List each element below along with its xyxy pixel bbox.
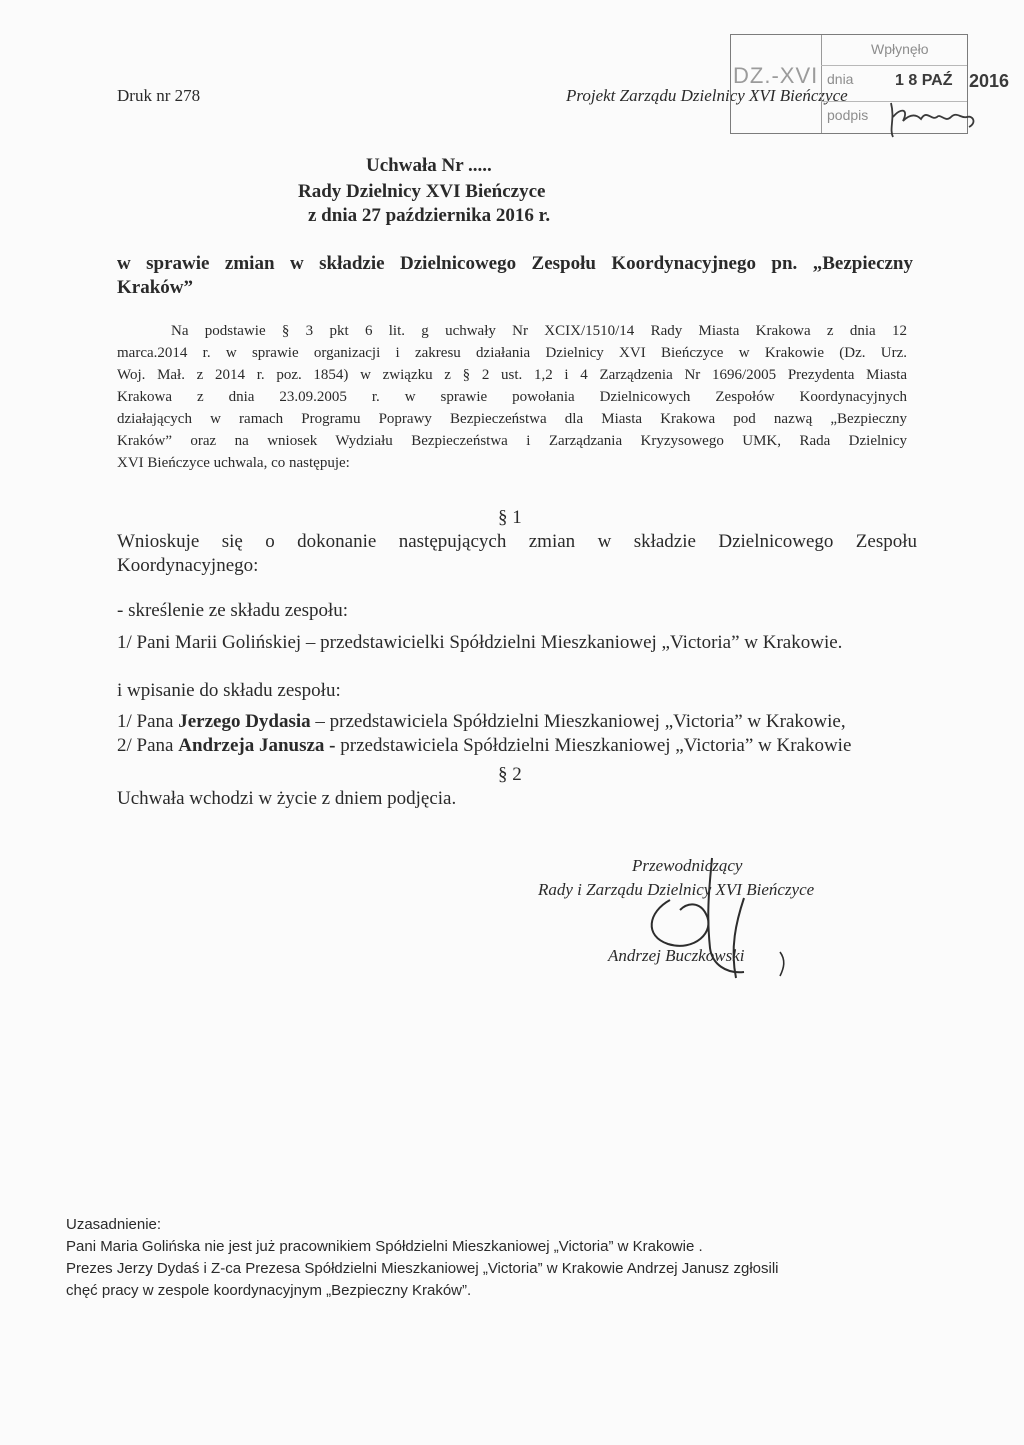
signature-name: Andrzej Buczkowski	[608, 946, 745, 965]
justification-line: Prezes Jerzy Dydaś i Z-ca Prezesa Spółdzielni Mieszkaniowej „Victoria” w Krakowie Andrzej Janusz zgłosili	[66, 1260, 779, 1277]
legal-basis	[117, 320, 907, 474]
section-2-text: Uchwała wchodzi w życie z dniem podjęcia.	[117, 788, 457, 809]
stamp-signature-icon	[881, 97, 981, 141]
project-label: Projekt Zarządu Dzielnicy XVI Bieńczyce	[566, 86, 848, 105]
stamp-sign-label: podpis	[827, 107, 869, 123]
resolution-subject	[117, 252, 913, 300]
subject-line: w sprawie zmian w składzie Dzielnicowego Zespołu Koordynacyjnego pn. „Bezpieczny	[117, 253, 913, 274]
stamp-office: DZ.-XVI	[733, 63, 819, 88]
addition-item	[117, 735, 851, 757]
addition-dash: -	[324, 735, 336, 756]
stamp-received-label: Wpłynęło	[871, 41, 929, 57]
stamp-rule	[821, 65, 967, 66]
resolution-date: z dnia 27 października 2016 r.	[308, 205, 551, 226]
stamp-date-label: dnia	[827, 71, 854, 87]
stamp-date: 1 8 PAŹ	[895, 72, 953, 89]
print-number: Druk nr 278	[117, 86, 201, 105]
subject-line: Kraków”	[117, 277, 193, 298]
justification	[66, 1214, 946, 1302]
addition-rest: – przedstawiciela Spółdzielni Mieszkaniowej „Victoria” w Krakowie,	[310, 711, 846, 732]
legal-basis-line: Na podstawie § 3 pkt 6 lit. g uchwały Nr XCIX/1510/14 Rady Miasta Krakowa z dnia 12	[171, 323, 907, 339]
addition-first-name: Andrzeja	[178, 735, 255, 756]
legal-basis-line: Woj. Mał. z 2014 r. poz. 1854) w związku z § 2 ust. 1,2 i 4 Zarządzenia Nr 1696/2005 Prezydenta Miasta	[117, 367, 907, 383]
signature-body: Rady i Zarządu Dzielnicy XVI Bieńczyce	[538, 880, 815, 899]
intro-line: Wnioskuje się o dokonanie następujących zmian w składzie Dzielnicowego Zespołu	[117, 531, 917, 552]
justification-heading: Uzasadnienie:	[66, 1216, 162, 1233]
addition-first-name: Jerzego	[178, 711, 241, 732]
addition-prefix: 2/ Pana	[117, 735, 179, 756]
justification-line: chęć pracy w zespole koordynacyjnym „Bezpieczny Kraków”.	[66, 1282, 472, 1299]
signature-role: Przewodniczący	[632, 856, 743, 875]
handwritten-signature-icon	[640, 852, 800, 984]
legal-basis-line: marca.2014 r. w sprawie organizacji i zakresu działania Dzielnicy XVI Bieńczyce w Krakowie (Dz. Urz.	[117, 345, 907, 361]
received-stamp	[730, 34, 1010, 134]
intro-line: Koordynacyjnego:	[117, 555, 259, 576]
addition-item	[117, 711, 846, 733]
section-1-mark: § 1	[498, 507, 522, 528]
legal-basis-line: XVI Bieńczyce uchwala, co następuje:	[117, 455, 350, 471]
legal-basis-line: Kraków” oraz na wniosek Wydziału Bezpieczeństwa i Zarządzania Kryzysowego UMK, Rada Dzielnicy	[117, 433, 907, 449]
stamp-divider	[821, 35, 822, 133]
addition-rest: przedstawiciela Spółdzielni Mieszkaniowej „Victoria” w Krakowie	[335, 735, 852, 756]
section-2-mark: § 2	[498, 764, 522, 785]
removal-item: 1/ Pani Marii Golińskiej – przedstawicielki Spółdzielni Mieszkaniowej „Victoria” w Krakowie.	[117, 632, 843, 653]
addition-heading: i wpisanie do składu zespołu:	[117, 680, 341, 701]
council-name: Rady Dzielnicy XVI Bieńczyce	[298, 181, 546, 202]
addition-last-name: Janusza	[258, 735, 325, 756]
removal-heading: - skreślenie ze składu zespołu:	[117, 600, 349, 621]
addition-prefix: 1/ Pana	[117, 711, 179, 732]
stamp-year: 2016	[969, 71, 1010, 91]
legal-basis-line: Krakowa z dnia 23.09.2005 r. w sprawie powołania Dzielnicowych Zespołów Koordynacyjnych	[117, 389, 907, 405]
legal-basis-line: działających w ramach Programu Poprawy Bezpieczeństwa dla Miasta Krakowa pod nazwą „Bezpieczny	[117, 411, 907, 427]
addition-last-name: Dydasia	[245, 711, 311, 732]
justification-line: Pani Maria Golińska nie jest już pracownikiem Spółdzielni Mieszkaniowej „Victoria” w Krakowie .	[66, 1238, 703, 1255]
resolution-number: Uchwała Nr .....	[366, 155, 492, 176]
section-1-intro	[117, 530, 917, 578]
